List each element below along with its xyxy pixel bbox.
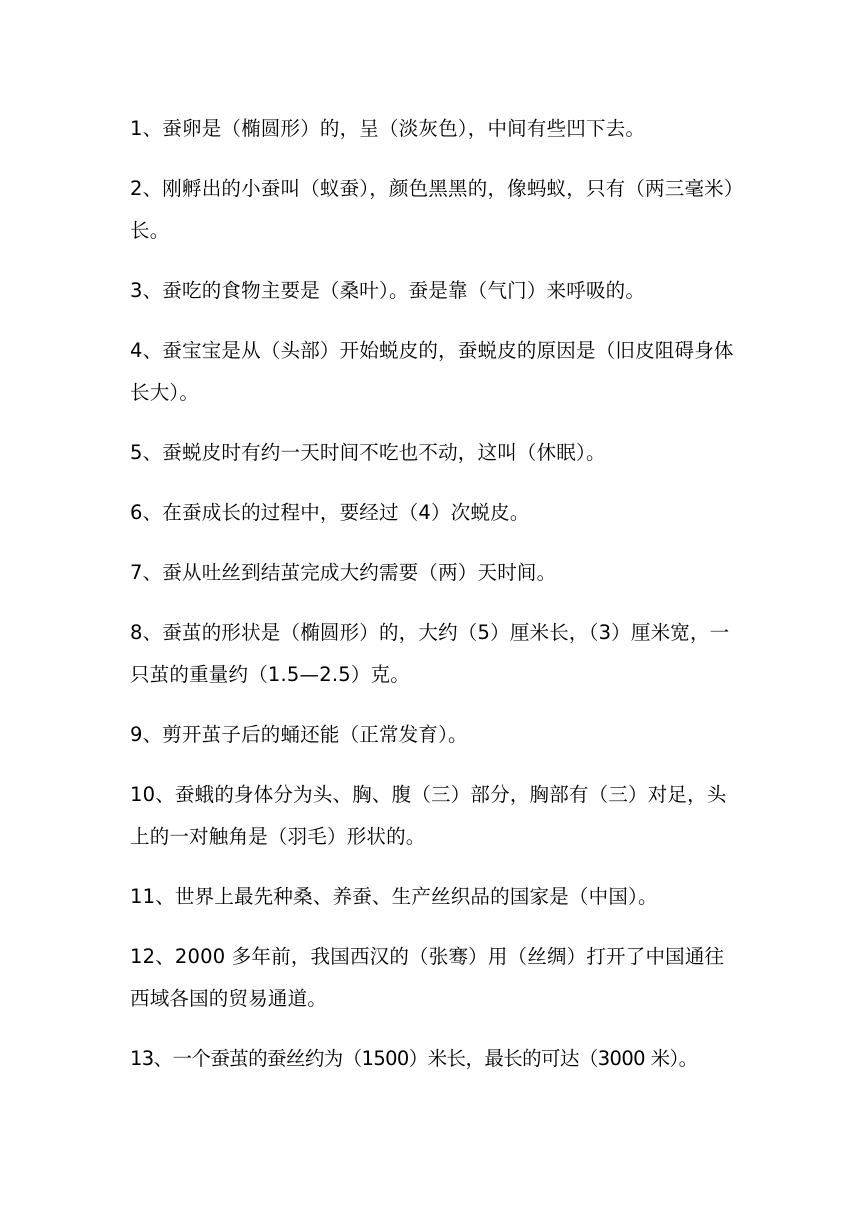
question-item-8: 8、蚕茧的形状是（椭圆形）的，大约（5）厘米长，（3）厘米宽，一只茧的重量约（1.5—2.5）克。 (130, 621, 730, 686)
question-item-9: 9、剪开茧子后的蛹还能（正常发育）。 (130, 723, 468, 746)
question-list (130, 108, 735, 1098)
question-item-6: 6、在蚕成长的过程中，要经过（4）次蜕皮。 (130, 501, 530, 524)
question-item-11: 11、世界上最先种桑、养蚕、生产丝织品的国家是（中国）。 (130, 885, 658, 908)
question-item-3: 3、蚕吃的食物主要是（桑叶）。蚕是靠（气门）来呼吸的。 (130, 279, 646, 302)
question-item-2: 2、刚孵出的小蚕叫（蚁蚕），颜色黑黑的，像蚂蚁，只有（两三毫米）长。 (130, 177, 734, 242)
question-item-12: 12、2000 多年前，我国西汉的（张骞）用（丝绸）打开了中国通往西域各国的贸易通道。 (130, 945, 725, 1010)
question-item-13: 13、一个蚕茧的蚕丝约为（1500）米长，最长的可达（3000 米）。 (130, 1047, 698, 1070)
question-item-7: 7、蚕从吐丝到结茧完成大约需要（两）天时间。 (130, 561, 557, 584)
question-item-5: 5、蚕蜕皮时有约一天时间不吃也不动，这叫（休眠）。 (130, 441, 606, 464)
question-item-1: 1、蚕卵是（椭圆形）的，呈（淡灰色），中间有些凹下去。 (130, 117, 646, 140)
question-item-4: 4、蚕宝宝是从（头部）开始蜕皮的，蚕蜕皮的原因是（旧皮阻碍身体长大）。 (130, 339, 734, 404)
question-item-10: 10、蚕蛾的身体分为头、胸、腹（三）部分，胸部有（三）对足，头上的一对触角是（羽毛）形状的。 (130, 783, 727, 848)
